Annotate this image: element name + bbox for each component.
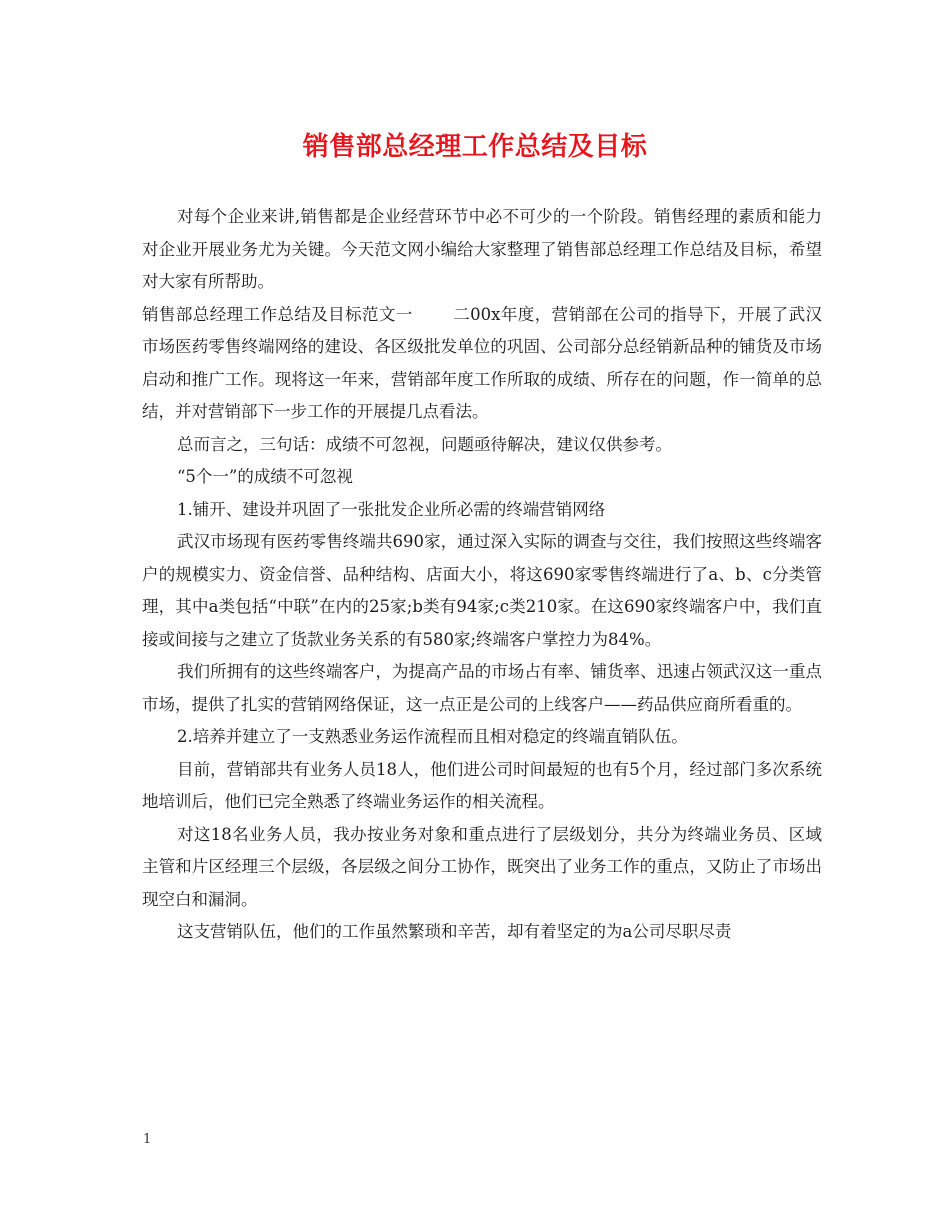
paragraph-staff: 目前，营销部共有业务人员18人，他们进公司时间最短的也有5个月，经过部门多次系统地培训后，他们已完全熟悉了终端业务运作的相关流程。 — [142, 759, 822, 811]
paragraph-summary: 总而言之，三句话：成绩不可忽视，问题亟待解决，建议仅供参考。 — [177, 434, 672, 454]
paragraph-intro: 对每个企业来讲,销售都是企业经营环节中必不可少的一个阶段。销售经理的素质和能力对企业开展业务尤为关键。今天范文网小编给大家整理了销售部总经理工作总结及目标，希望对大家有所帮助。 — [142, 207, 822, 291]
page-title: 销售部总经理工作总结及目标 — [302, 132, 648, 162]
paragraph-hierarchy: 对这18名业务人员，我办按业务对象和重点进行了层级划分，共分为终端业务员、区域主管和片区经理三个层级，各层级之间分工协作，既突出了业务工作的重点，又防止了市场出现空白和漏洞。 — [142, 824, 822, 909]
paragraph-team: 这支营销队伍，他们的工作虽然繁琐和辛苦，却有着坚定的为a公司尽职尽责 — [177, 922, 732, 941]
item-heading-2: 2.培养并建立了一支熟悉业务运作流程而且相对稳定的终端直销队伍。 — [177, 727, 688, 746]
section-heading-achievements: “5个一”的成绩不可忽视 — [177, 467, 353, 486]
paragraph-network-value: 我们所拥有的这些终端客户，为提高产品的市场占有率、铺货率、迅速占领武汉这一重点市场，提供了扎实的营销网络保证，这一点正是公司的上线客户——药品供应商所看重的。 — [142, 662, 822, 714]
item-heading-1: 1.铺开、建设并巩固了一张批发企业所必需的终端营销网络 — [177, 499, 606, 519]
document-body — [142, 201, 822, 949]
sample-heading: 销售部总经理工作总结及目标范文一 — [142, 304, 413, 324]
page-number: 1 — [143, 1132, 152, 1147]
paragraph-terminal-network: 武汉市场现有医药零售终端共690家，通过深入实际的调查与交往，我们按照这些终端客户的规模实力、资金信誉、品种结构、店面大小，将这690家零售终端进行了a、b、c分类管理，其中a类包括“中联”在内的25家;b类有94家;c类210家。在这690家终端客户中，我们直接或间接与之建立了货款业务关系的有580家;终端客户掌控力为84%。 — [142, 532, 822, 649]
paragraph-sample-one — [142, 299, 822, 429]
sample-body: 二00x年度，营销部在公司的指导下，开展了武汉市场医药零售终端网络的建设、各区级批发单位的巩固、公司部分总经销新品种的铺货及市场启动和推广工作。现将这一年来，营销部年度工作所取的成绩、所存在的问题，作一简单的总结，并对营销部下一步工作的开展提几点看法。 — [142, 304, 823, 421]
